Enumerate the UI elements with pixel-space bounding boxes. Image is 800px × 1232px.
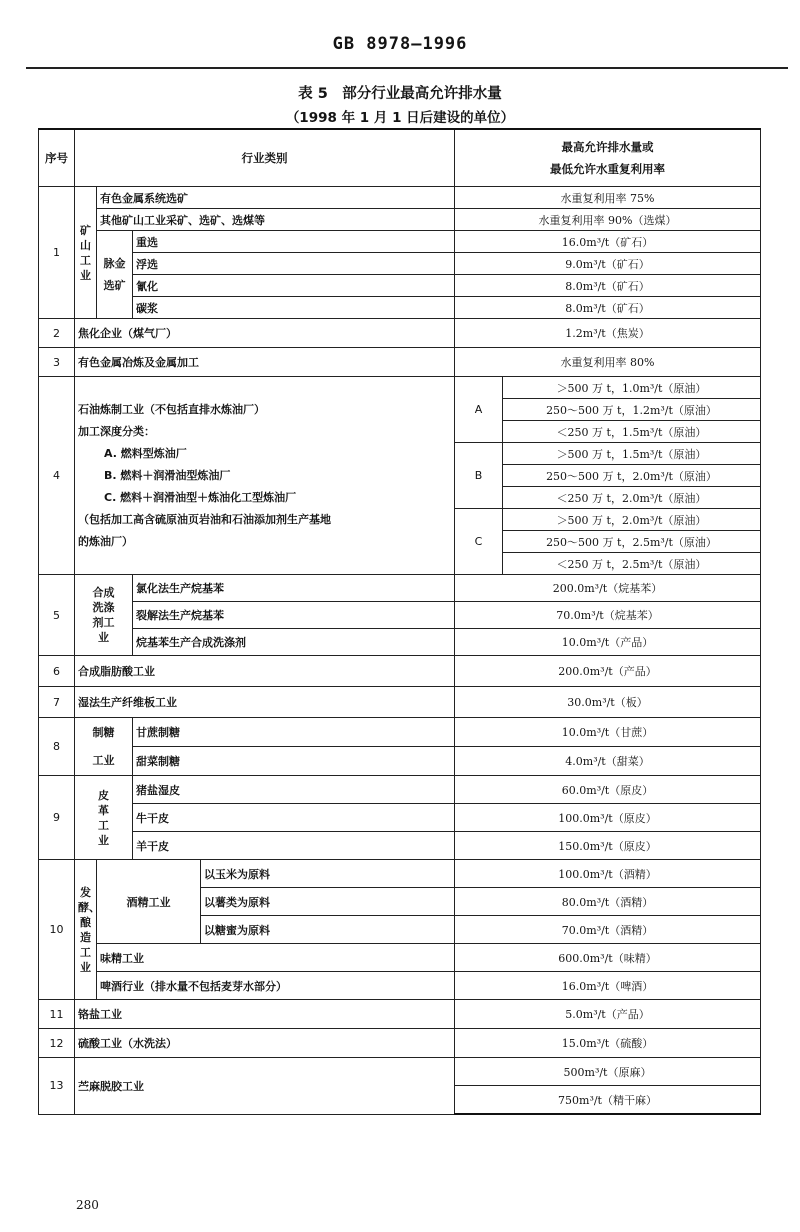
row5-item-name: 裂解法生产烷基苯: [133, 602, 455, 629]
table-row: [39, 602, 761, 629]
row4-class-value: ＜250 万 t，2.5m³/t（原油）: [503, 553, 761, 575]
row3-name: 有色金属冶炼及金属加工: [75, 348, 455, 377]
col-header-limit-line2: 最低允许水重复利用率: [550, 162, 665, 176]
row4-class-label: A: [455, 377, 503, 443]
row4-description: [75, 377, 455, 575]
row10-group-char: 造: [80, 930, 91, 944]
table-row: [39, 348, 761, 377]
row10-item-name: 味精工业: [97, 944, 455, 972]
row10-item-value: 600.0m³/t（味精）: [455, 944, 761, 972]
row1-subitem-value: 16.0m³/t（矿石）: [455, 231, 761, 253]
table-row: [39, 860, 761, 888]
col-header-limit-line1: 最高允许排水量或: [561, 140, 654, 154]
row4-desc-line: 加工深度分类：: [78, 424, 155, 438]
row13-value: 500m³/t（原麻）: [455, 1058, 761, 1086]
table-row: [39, 575, 761, 602]
row1-group-char: 工: [80, 253, 91, 267]
row10-group-char: 发: [80, 885, 91, 899]
row9-group-char: 业: [98, 833, 109, 847]
row4-desc-line: A. 燃料型炼油厂: [104, 446, 187, 460]
table-title: 表 5 部分行业最高允许排水量: [298, 86, 502, 102]
row8-item-name: 甜菜制糖: [133, 747, 455, 776]
row4-class-value: ＜250 万 t，2.0m³/t（原油）: [503, 487, 761, 509]
row10-group: [75, 860, 100, 1000]
row10-group-char: 工: [80, 945, 91, 959]
row10-alcohol-label: 酒精工业: [97, 860, 201, 944]
row4-desc-line: （包括加工高含硫原油页岩油和石油添加剂生产基地: [78, 512, 331, 526]
row4-class-value: ＜250 万 t，1.5m³/t（原油）: [503, 421, 761, 443]
table-header-row: [39, 129, 761, 187]
row9-item-name: 牛干皮: [133, 804, 455, 832]
row8-group-text: 工业: [92, 753, 115, 767]
row5-item-name: 氯化法生产烷基苯: [133, 575, 455, 602]
row6-value: 200.0m³/t（产品）: [455, 656, 761, 687]
row9-group-char: 工: [98, 818, 109, 832]
row11-seq: 11: [39, 1000, 75, 1029]
row4-desc-line: B. 燃料＋润滑油型炼油厂: [104, 468, 231, 482]
row4-desc-line: C. 燃料＋润滑油型＋炼油化工型炼油厂: [104, 490, 297, 504]
table-row: [39, 804, 761, 832]
table-row: [39, 253, 761, 275]
table-row: [39, 718, 761, 747]
row1-subgroup-text: 脉金: [103, 256, 126, 270]
row8-item-name: 甘蔗制糖: [133, 718, 455, 747]
row1-subitem-name: 重选: [133, 231, 455, 253]
row5-item-name: 烷基苯生产合成洗涤剂: [133, 629, 455, 656]
row9-group-char: 皮: [98, 788, 109, 802]
row4-class-value: ＞500 万 t，2.0m³/t（原油）: [503, 509, 761, 531]
table-row: [39, 231, 761, 253]
row1-subgroup-text: 选矿: [103, 278, 126, 292]
row10-alcohol-item-name: 以糖蜜为原料: [201, 916, 455, 944]
row10-seq: 10: [39, 860, 75, 1000]
row10-alcohol-item-value: 80.0m³/t（酒精）: [455, 888, 761, 916]
row10-item-value: 16.0m³/t（啤酒）: [455, 972, 761, 1000]
row1-subitem-name: 碳浆: [133, 297, 455, 319]
row4-desc-line: 的炼油厂）: [78, 534, 133, 548]
row9-item-value: 60.0m³/t（原皮）: [455, 776, 761, 804]
row5-group-text: 合成: [92, 586, 115, 599]
row1-seq: 1: [39, 187, 75, 319]
row4-class-label: B: [455, 443, 503, 509]
row1-item-name: 其他矿山工业采矿、选矿、选煤等: [97, 209, 455, 231]
row11-name: 铬盐工业: [75, 1000, 455, 1029]
row1-group-char: 矿: [80, 223, 91, 237]
row5-item-value: 10.0m³/t（产品）: [455, 629, 761, 656]
row4-class-label: C: [455, 509, 503, 575]
row7-seq: 7: [39, 687, 75, 718]
row1-subitem-value: 9.0m³/t（矿石）: [455, 253, 761, 275]
row3-value: 水重复利用率 80%: [455, 348, 761, 377]
row7-value: 30.0m³/t（板）: [455, 687, 761, 718]
col-header-seq: 序号: [39, 129, 75, 187]
row9-group: [75, 776, 133, 860]
page-number: 280: [76, 1198, 99, 1212]
row10-item-name: 啤酒行业（排水量不包括麦芽水部分）: [97, 972, 455, 1000]
row1-group-char: 业: [80, 268, 91, 282]
row12-seq: 12: [39, 1029, 75, 1058]
row9-item-name: 猪盐湿皮: [133, 776, 455, 804]
row5-seq: 5: [39, 575, 75, 656]
row4-class-value: 250～500 万 t，2.0m³/t（原油）: [503, 465, 761, 487]
row4-class-value: ＞500 万 t，1.0m³/t（原油）: [503, 377, 761, 399]
row1-group: [75, 187, 97, 319]
row4-class-value: 250～500 万 t，1.2m³/t（原油）: [503, 399, 761, 421]
table-row: [39, 687, 761, 718]
row11-value: 5.0m³/t（产品）: [455, 1000, 761, 1029]
row6-seq: 6: [39, 656, 75, 687]
row10-group-char: 酿: [80, 915, 91, 929]
row1-item-name: 有色金属系统选矿: [97, 187, 455, 209]
row1-subitem-name: 浮选: [133, 253, 455, 275]
row8-group-text: 制糖: [92, 725, 115, 739]
row8-item-value: 10.0m³/t（甘蔗）: [455, 718, 761, 747]
row1-item-value: 水重复利用率 75%: [455, 187, 761, 209]
row9-seq: 9: [39, 776, 75, 860]
standard-code: GB 8978—1996: [332, 34, 468, 54]
table-row: [39, 377, 761, 399]
row1-subitem-value: 8.0m³/t（矿石）: [455, 297, 761, 319]
table-row: [39, 944, 761, 972]
row4-class-value: ＞500 万 t，1.5m³/t（原油）: [503, 443, 761, 465]
row1-item-value: 水重复利用率 90%（选煤）: [455, 209, 761, 231]
row1-subitem-name: 氰化: [133, 275, 455, 297]
row5-group: [75, 575, 133, 656]
row10-alcohol-item-name: 以薯类为原料: [201, 888, 455, 916]
row7-name: 湿法生产纤维板工业: [75, 687, 455, 718]
row9-item-value: 150.0m³/t（原皮）: [455, 832, 761, 860]
row2-value: 1.2m³/t（焦炭）: [455, 319, 761, 348]
table-row: [39, 776, 761, 804]
row2-seq: 2: [39, 319, 75, 348]
row5-item-value: 70.0m³/t（烷基苯）: [455, 602, 761, 629]
col-header-category: 行业类别: [75, 129, 455, 187]
row10-alcohol-item-name: 以玉米为原料: [201, 860, 455, 888]
table-row: [39, 319, 761, 348]
discharge-table: [38, 128, 761, 1115]
row6-name: 合成脂肪酸工业: [75, 656, 455, 687]
row9-item-value: 100.0m³/t（原皮）: [455, 804, 761, 832]
table-row: [39, 297, 761, 319]
table-row: [39, 656, 761, 687]
table-row: [39, 832, 761, 860]
row13-value: 750m³/t（精干麻）: [455, 1086, 761, 1115]
col-header-limit: [455, 129, 761, 187]
header-rule: [26, 67, 788, 69]
row10-alcohol-item-value: 100.0m³/t（酒精）: [455, 860, 761, 888]
row12-name: 硫酸工业（水洗法）: [75, 1029, 455, 1058]
row10-group-char: 酵、: [78, 900, 100, 914]
row5-group-text: 剂工: [92, 616, 115, 629]
row1-group-char: 山: [80, 238, 91, 252]
row10-group-char: 业: [80, 960, 91, 974]
row12-value: 15.0m³/t（硫酸）: [455, 1029, 761, 1058]
table-row: [39, 747, 761, 776]
row10-alcohol-item-value: 70.0m³/t（酒精）: [455, 916, 761, 944]
table-row: [39, 275, 761, 297]
row9-item-name: 羊干皮: [133, 832, 455, 860]
row5-group-text: 业: [98, 631, 109, 644]
row8-item-value: 4.0m³/t（甜菜）: [455, 747, 761, 776]
table-row: [39, 1058, 761, 1086]
row4-class-value: 250～500 万 t，2.5m³/t（原油）: [503, 531, 761, 553]
row9-group-char: 革: [98, 803, 109, 817]
row13-seq: 13: [39, 1058, 75, 1115]
row2-name: 焦化企业（煤气厂）: [75, 319, 455, 348]
row8-seq: 8: [39, 718, 75, 776]
row4-seq: 4: [39, 377, 75, 575]
table-row: [39, 629, 761, 656]
row8-group: [75, 718, 133, 776]
table-row: [39, 187, 761, 209]
row1-subitem-value: 8.0m³/t（矿石）: [455, 275, 761, 297]
table-subtitle: （1998 年 1 月 1 日后建设的单位）: [285, 110, 515, 126]
row1-subgroup: [97, 231, 133, 319]
row5-item-value: 200.0m³/t（烷基苯）: [455, 575, 761, 602]
row3-seq: 3: [39, 348, 75, 377]
table-row: [39, 209, 761, 231]
table-row: [39, 972, 761, 1000]
row4-desc-line: 石油炼制工业（不包括直排水炼油厂）: [78, 402, 265, 416]
row5-group-text: 洗涤: [92, 601, 115, 614]
row13-name: 苎麻脱胶工业: [75, 1058, 455, 1115]
table-row: [39, 1029, 761, 1058]
table-row: [39, 1000, 761, 1029]
